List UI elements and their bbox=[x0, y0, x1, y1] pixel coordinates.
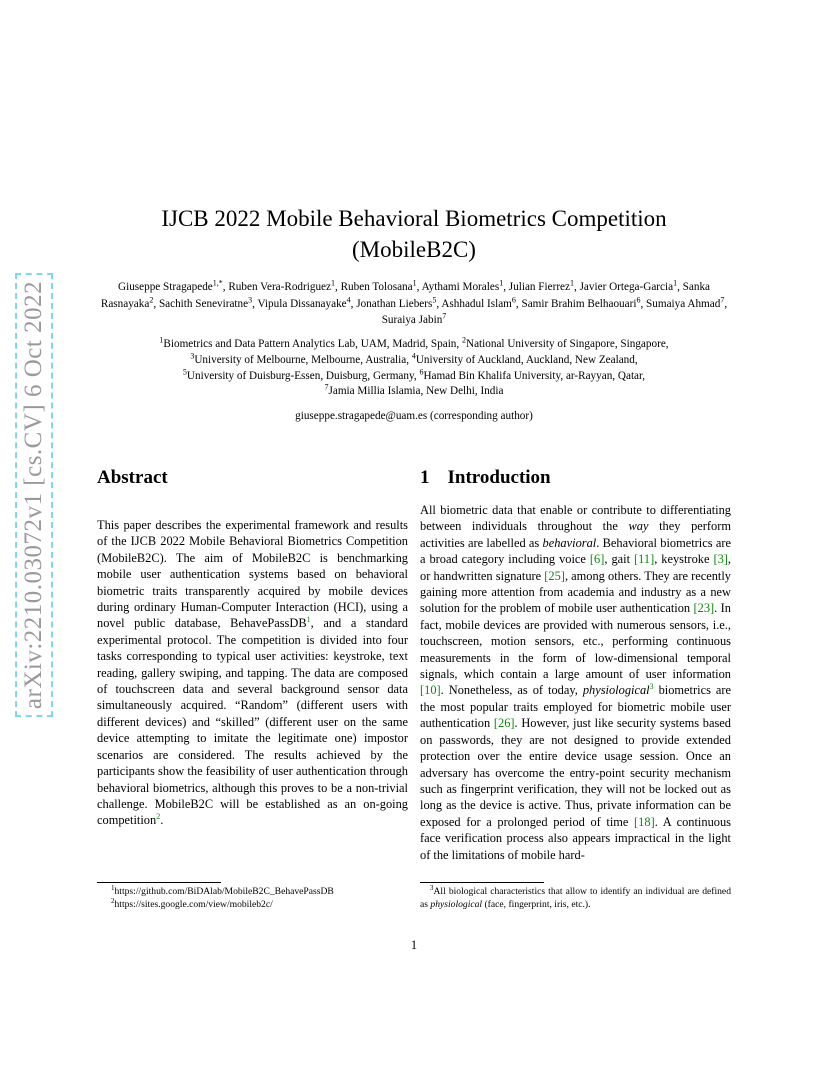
footnotes-left bbox=[97, 883, 408, 911]
citation-link[interactable]: [10] bbox=[420, 683, 441, 698]
affiliation-list bbox=[96, 337, 732, 400]
footnote-url-1[interactable]: $^1$https://github.com/BiDAlab/MobileB2C_BehavePassDB bbox=[111, 883, 334, 897]
author-name: Ashhadul Islam$^6$ bbox=[441, 294, 516, 310]
author-name: Aythami Morales$^1$ bbox=[421, 278, 504, 293]
footnote-link-2[interactable]: 2 bbox=[156, 812, 161, 822]
footnote-url-2[interactable]: $^2$https://sites.google.com/view/mobileb2c/ bbox=[111, 896, 273, 910]
author-name: Sanka Rasnayaka$^2$ bbox=[100, 281, 710, 310]
section-title: Introduction bbox=[447, 467, 551, 488]
citation-link[interactable]: [3] bbox=[713, 552, 728, 567]
author-name: Vipula Dissanayake$^4$ bbox=[257, 294, 351, 310]
author-name: Jonathan Liebers$^5$ bbox=[356, 294, 437, 310]
author-name: Ruben Tolosana$^1$ bbox=[340, 278, 417, 293]
page-number: 1 bbox=[410, 938, 418, 952]
author-name: Julian Fierrez$^1$ bbox=[508, 278, 574, 293]
citation-link[interactable]: [25] bbox=[544, 568, 565, 583]
abstract-text: This paper describes the experimental framework and results of the IJCB 2022 Mobile Behavioral Biometrics Competition (MobileB2C). The aim of MobileB2C is benchmarking mobile user authentication systems based on behavioral biometric traits transparently acquired by mobile devices during ordinary Human-Computer Interaction (HCI), using a novel public database, BehavePassDB$^1$, and a standard experimental protocol. The competition is divided into four tasks corresponding to typical user activities: keystroke, text reading, gallery swiping, and tapping. The data are composed of touchscreen data and several background sensor data simultaneously acquired. “Random” (different users with different devices) and “skilled” (different user on the same device attempting to imitate the legitimate one) impostor scenarios are considered. The results achieved by the participants show the feasibility of user authentication through behavioral biometrics, although this proves to be a non-trivial challenge. MobileB2C will be established as an on-going competition$^2$. bbox=[97, 518, 408, 828]
arxiv-stamp[interactable] bbox=[14, 270, 54, 720]
affiliation-line: $^5$University of Duisburg-Essen, Duisburg, Germany, $^6$Hamad Bin Khalifa University, ar-Rayyan, Qatar, bbox=[182, 366, 646, 382]
affiliation-line: $^3$University of Melbourne, Melbourne, Australia, $^4$University of Auckland, Auckland, New Zealand, bbox=[190, 351, 638, 366]
affiliation-line: $^1$Biometrics and Data Pattern Analytics Lab, UAM, Madrid, Spain, $^2$National University of Singapore, Singapore, bbox=[159, 335, 669, 350]
abstract-heading: Abstract bbox=[97, 467, 168, 488]
citation-link[interactable]: [23] bbox=[693, 601, 715, 616]
author-name: Suraiya Jabin$^7$ bbox=[381, 311, 447, 326]
author-name: Sachith Seneviratne$^3$ bbox=[158, 294, 253, 310]
citation-link[interactable]: [6] bbox=[589, 552, 605, 567]
author-name: Giuseppe Stragapede$^{1,*}$ bbox=[118, 278, 223, 293]
section-number: 1 bbox=[420, 467, 430, 488]
affiliation-line: $^7$Jamia Millia Islamia, New Delhi, India bbox=[324, 382, 504, 398]
author-name: Javier Ortega-Garcia$^1$ bbox=[579, 278, 678, 293]
introduction-heading bbox=[420, 467, 551, 489]
paper-title: IJCB 2022 Mobile Behavioral Biometrics Competition (MobileB2C) bbox=[161, 206, 667, 262]
author-name: Samir Brahim Belhaouari$^6$ bbox=[521, 294, 641, 310]
footnote-link-1[interactable]: 1 bbox=[306, 615, 311, 625]
citation-link[interactable]: [26] bbox=[493, 716, 515, 731]
footnote-link-3[interactable]: 3 bbox=[649, 682, 654, 692]
introduction-text: All biometric data that enable or contribute to differentiating between individuals throughout the way they perform activities are labelled as behavioral. Behavioral biometrics are a broad category including voice [6], gait [11], keystroke [3], or handwritten signature [25], among others. They are recently gaining more attention from academia and industry as a new solution for the problem of mobile user authentication [23]. In fact, mobile devices are provided with numerous sensors, i.e., touchscreen, motion sensors, etc., performing continuous measurements in the form of low-dimensional temporal signals, which contain a large amount of user information [10]. Nonetheless, as of today, physiological$^3$ biometrics are the most popular traits employed for biometric mobile user authentication [26]. However, just like security systems based on passwords, they are not designed to provide extended protection over the entire device usage session. Once an adversary has overcome the entry-point security mechanism such as fingerprint verification, they will not be locked out as long as the device is active. Thus, private information can be exposed for a prolonged period of time [18]. A continuous face verification process also appears impractical in the light of the limitations of mobile hard- bbox=[420, 503, 731, 862]
author-name: Ruben Vera-Rodriguez$^1$ bbox=[228, 278, 335, 293]
arxiv-identifier[interactable]: arXiv:2210.03072v1 [cs.CV] 6 Oct 2022 bbox=[15, 273, 53, 717]
footnote-physiological: $^3$All biological characteristics that allow to identify an individual are defined as physiological (face, fingerprint, iris, etc.). bbox=[420, 883, 731, 910]
citation-link[interactable]: [18] bbox=[634, 814, 655, 829]
author-name: Sumaiya Ahmad$^7$ bbox=[646, 294, 725, 310]
corresponding-email[interactable]: giuseppe.stragapede@uam.es (corresponding author) bbox=[295, 410, 533, 422]
citation-link[interactable]: [11] bbox=[634, 552, 655, 567]
footnote-divider bbox=[97, 882, 221, 883]
author-list: Giuseppe Stragapede$^{1,*}$, Ruben Vera-Rodriguez$^1$, Ruben Tolosana$^1$, Aythami Morales$^1$, Julian Fierrez$^1$, Javier Ortega-Garcia$^1$, Sanka Rasnayaka$^2$, Sachith Seneviratne$^3$, Vipula Dissanayake$^4$, Jonathan Liebers$^5$, Ashhadul Islam$^6$, Samir Brahim Belhaouari$^6$, Sumaiya Ahmad$^7$, Suraiya Jabin$^7$ bbox=[100, 278, 728, 326]
footnote-divider bbox=[420, 882, 544, 883]
